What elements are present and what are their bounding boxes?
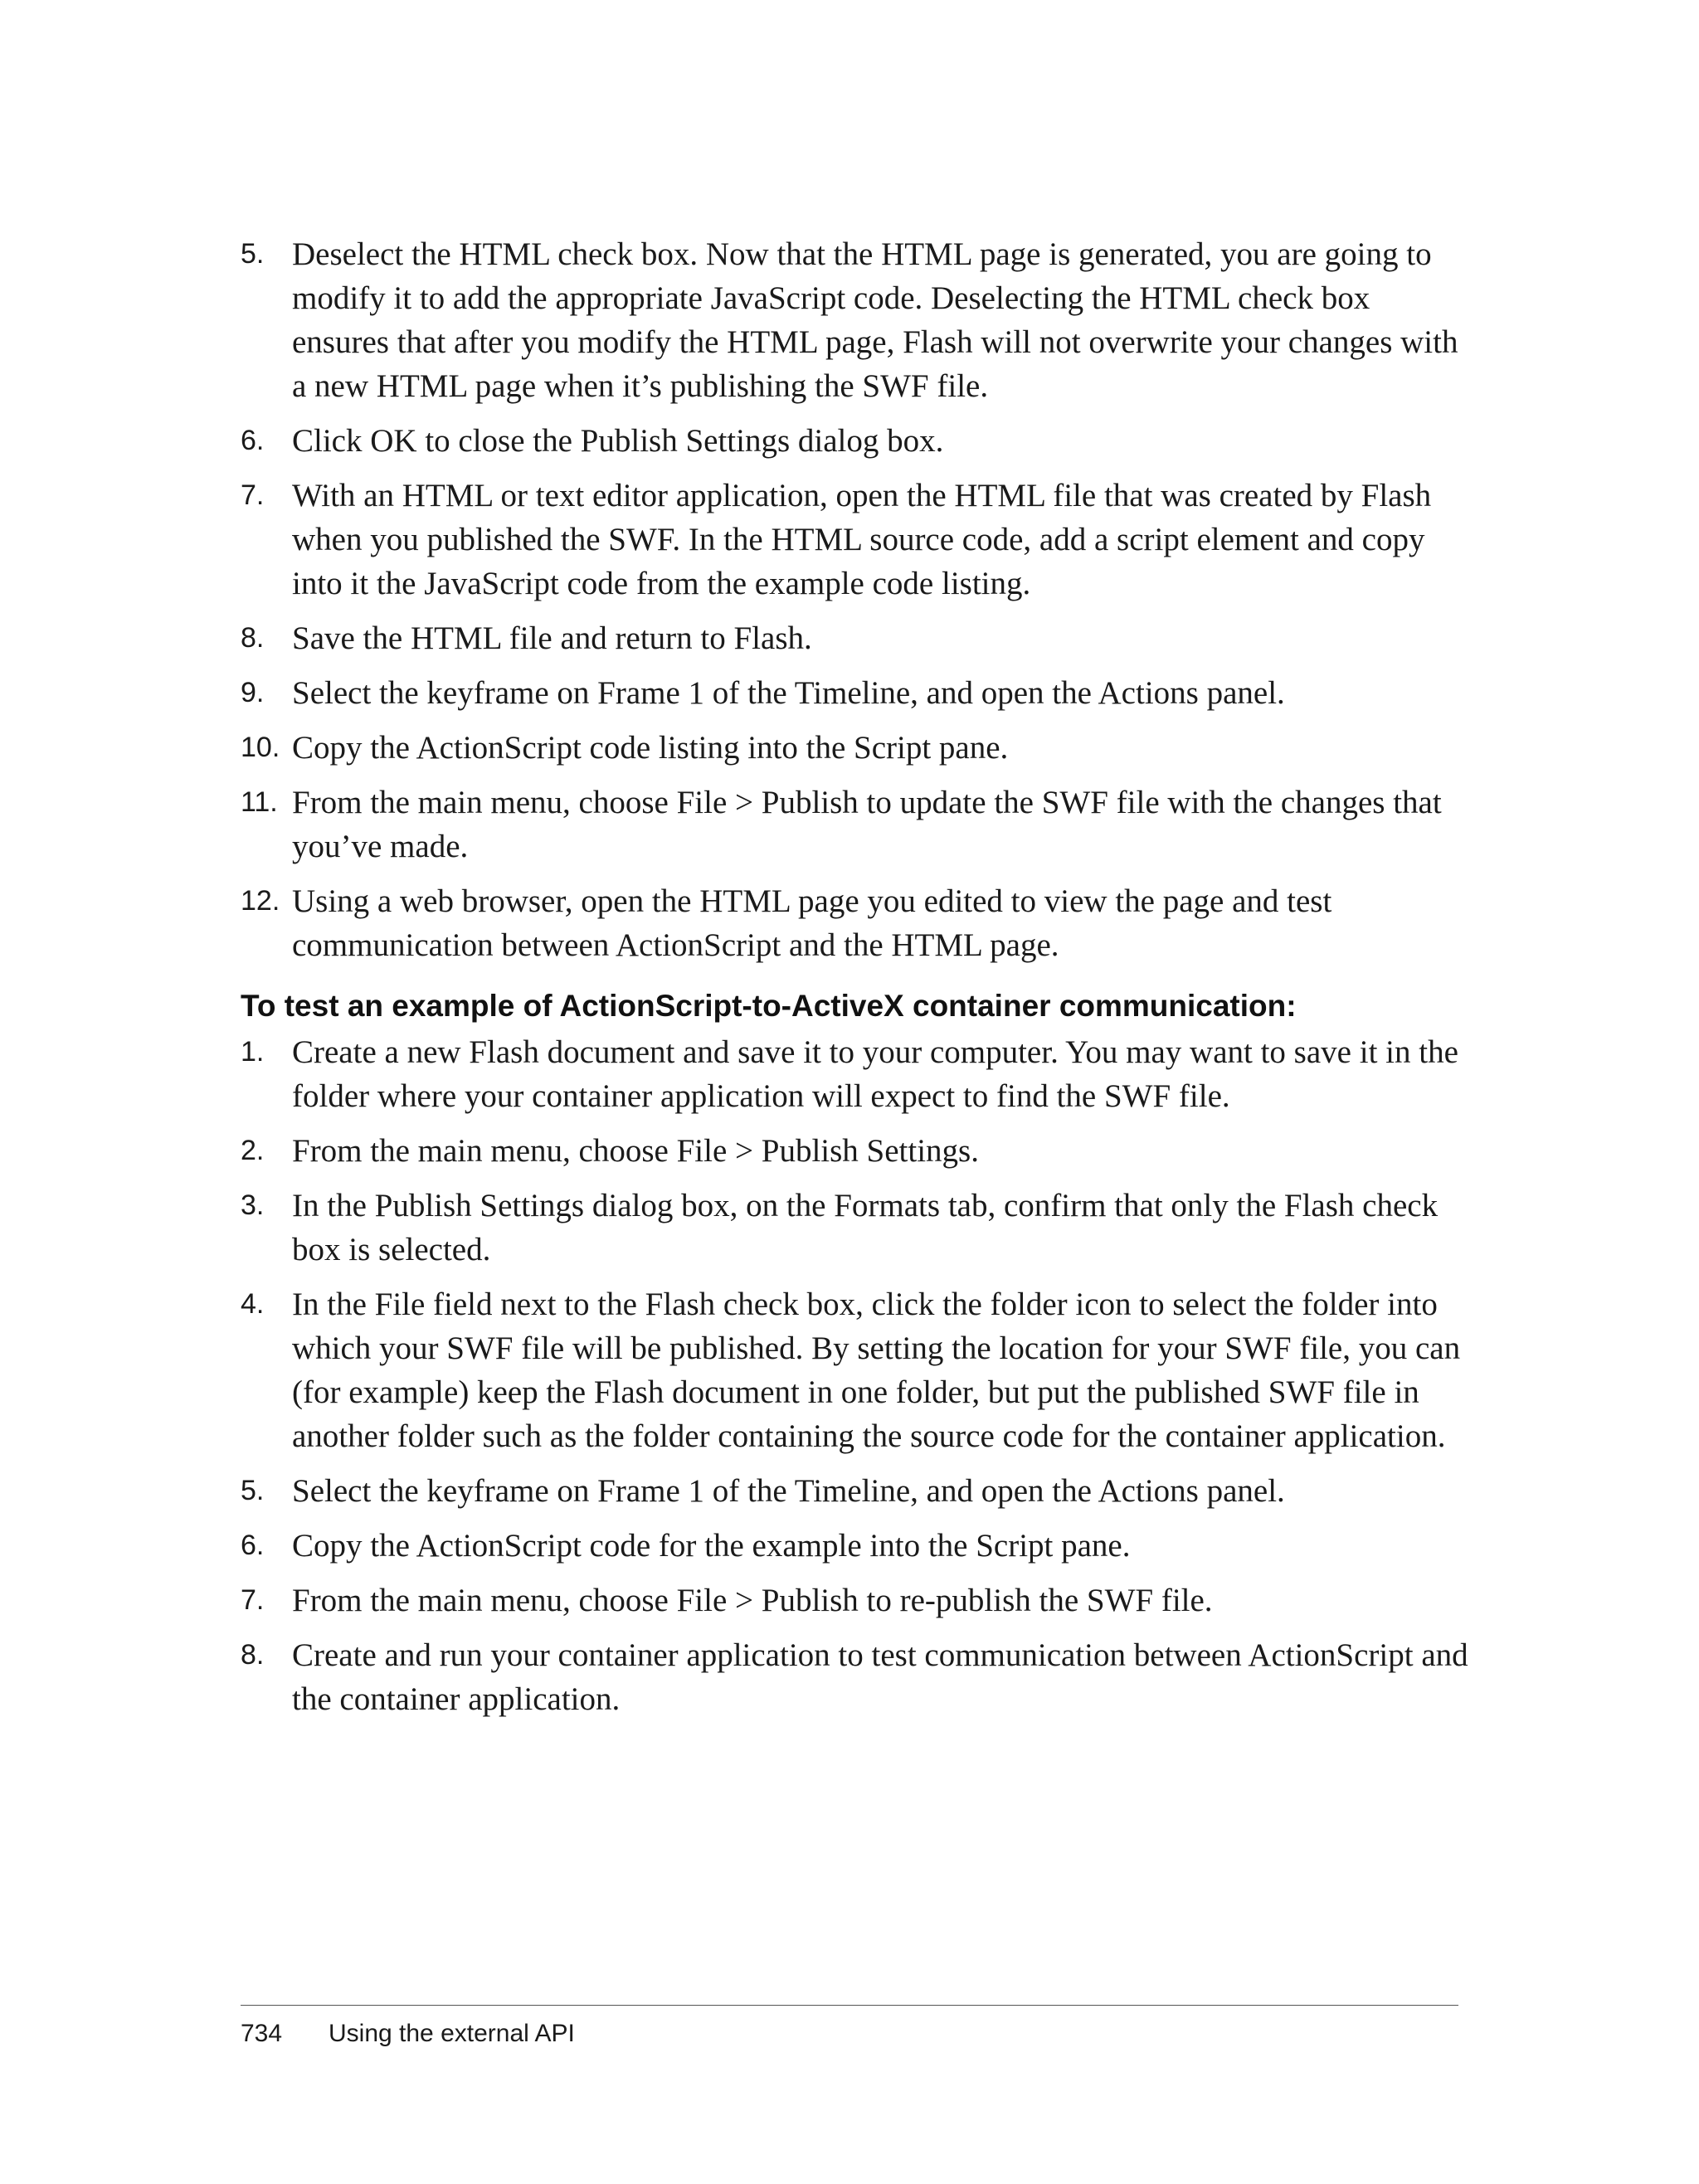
step-item [241,1524,1468,1568]
step-number: 1. [241,1036,265,1068]
step-item [241,419,1468,463]
step-item [241,671,1468,715]
step-number: 11. [241,786,278,818]
section-subheading: To test an example of ActionScript-to-ActiveX container communication: [241,989,1297,1023]
step-number: 9. [241,677,265,708]
step-text: Click OK to close the Publish Settings dialog box. [292,423,944,459]
step-item [241,1129,1468,1173]
page-number: 734 [241,2020,283,2047]
step-text: In the Publish Settings dialog box, on the Formats tab, confirm that only the Flash check box is selected. [292,1188,1439,1267]
steps-list-activex [241,1030,1468,1721]
chapter-title: Using the external API [329,2020,575,2047]
step-item [241,616,1468,660]
step-item [241,1184,1468,1272]
step-number: 8. [241,622,265,654]
step-number: 12. [241,885,280,917]
step-item [241,1633,1468,1721]
step-item [241,1030,1468,1118]
step-number: 10. [241,732,280,763]
step-number: 6. [241,425,265,456]
step-item [241,1282,1468,1458]
step-text: From the main menu, choose File > Publish to update the SWF file with the changes that you’ve made. [292,785,1442,864]
step-text: Save the HTML file and return to Flash. [292,620,812,656]
step-text: Select the keyframe on Frame 1 of the Timeline, and open the Actions panel. [292,1473,1285,1509]
step-number: 4. [241,1288,265,1320]
step-text: Using a web browser, open the HTML page you edited to view the page and test communication between ActionScript and the HTML page. [292,883,1332,963]
step-text: From the main menu, choose File > Publish to re-publish the SWF file. [292,1583,1213,1618]
step-number: 8. [241,1639,265,1671]
step-item [241,1578,1468,1622]
step-text: From the main menu, choose File > Publish Settings. [292,1133,979,1169]
step-item [241,879,1468,967]
step-number: 3. [241,1189,265,1221]
page-content [241,232,1468,1732]
step-number: 7. [241,1584,265,1616]
steps-list-html [241,232,1468,967]
step-text: In the File field next to the Flash check box, click the folder icon to select the folder into which your SWF file will be published. By setting the location for your SWF file, you can (for example) keep the Flash document in one folder, but put the published SWF file in another folder such as the folder containing the source code for the container application. [292,1287,1461,1454]
step-item [241,781,1468,868]
step-text: With an HTML or text editor application, open the HTML file that was created by Flash when you published the SWF. In the HTML source code, add a script element and copy into it the JavaScript code from the example code listing. [292,478,1432,601]
step-text: Copy the ActionScript code listing into the Script pane. [292,730,1009,766]
step-text: Copy the ActionScript code for the example into the Script pane. [292,1528,1131,1564]
step-number: 5. [241,1475,265,1506]
step-item [241,1469,1468,1513]
step-item [241,726,1468,770]
step-text: Create and run your container application to test communication between ActionScript and the container application. [292,1637,1468,1717]
step-item [241,232,1468,408]
step-text: Deselect the HTML check box. Now that the HTML page is generated, you are going to modify it to add the appropriate JavaScript code. Deselecting the HTML check box ensures that after you modify the HTML page, Flash will not overwrite your changes with a new HTML page when it’s publishing the SWF file. [292,236,1458,404]
step-number: 2. [241,1135,265,1166]
step-text: Select the keyframe on Frame 1 of the Timeline, and open the Actions panel. [292,675,1285,711]
step-item [241,474,1468,606]
page-footer [241,2017,575,2050]
step-number: 7. [241,479,265,511]
step-number: 5. [241,238,265,270]
step-text: Create a new Flash document and save it to your computer. You may want to save it in the folder where your container application will expect to find the SWF file. [292,1034,1458,1114]
footer-divider [241,2005,1458,2006]
step-number: 6. [241,1530,265,1561]
